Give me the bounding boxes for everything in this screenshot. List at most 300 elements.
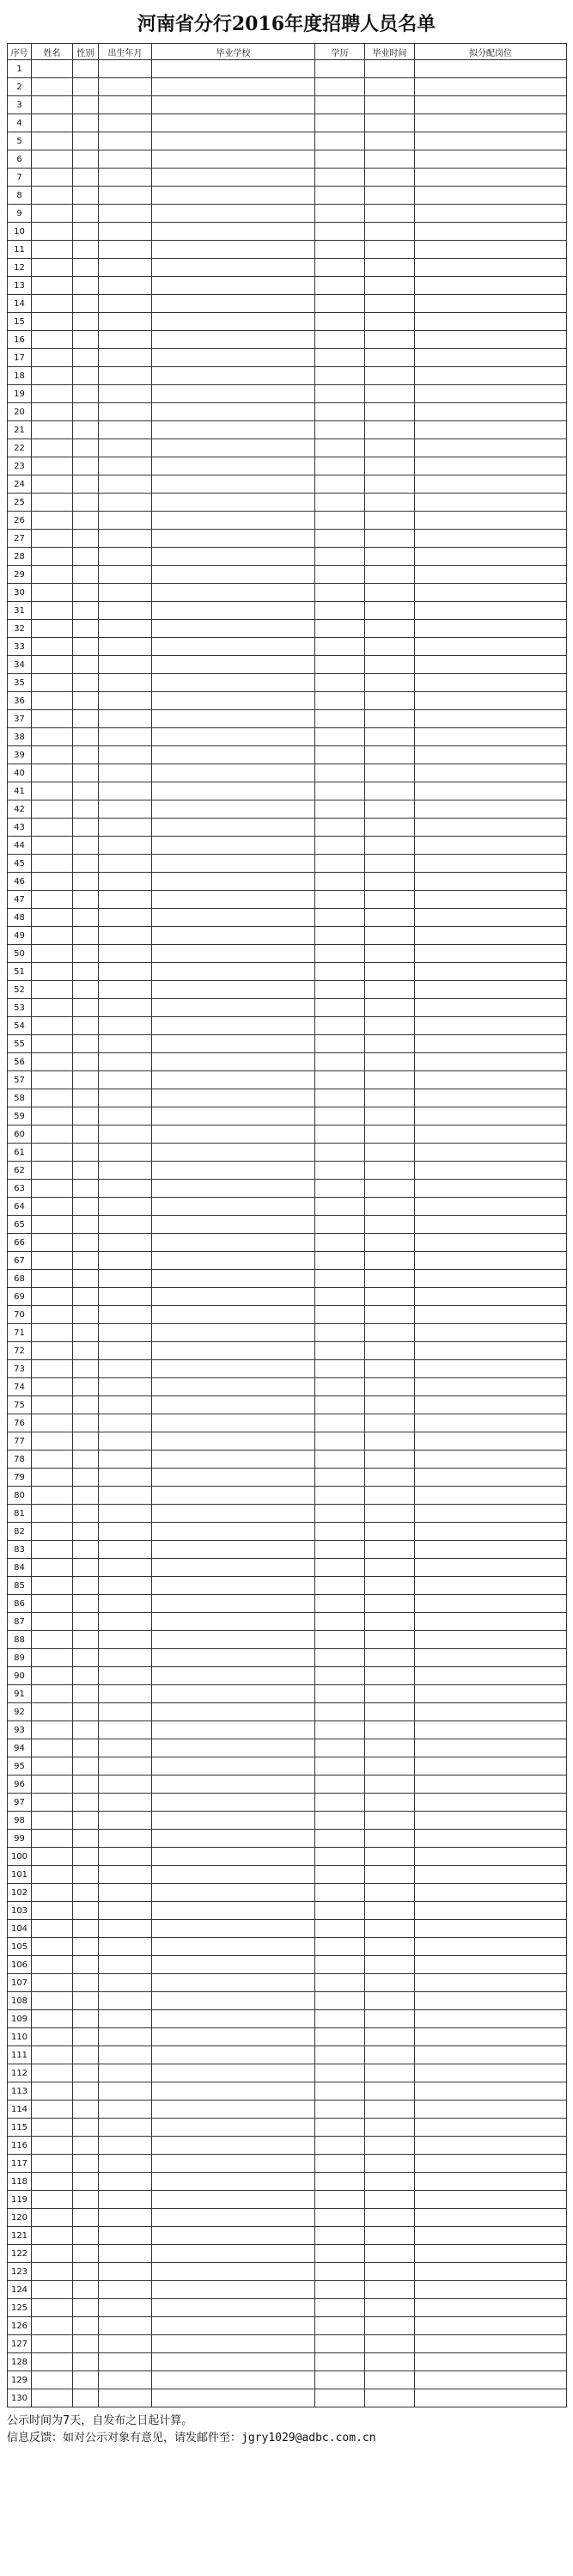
cell-birth (99, 1757, 152, 1776)
table-row (8, 566, 567, 584)
cell-birth (99, 1234, 152, 1252)
cell-post (415, 2082, 567, 2101)
cell-seq: 97 (8, 1794, 32, 1812)
cell-grad (365, 855, 415, 873)
table-row (8, 132, 567, 150)
cell-degree (315, 1234, 365, 1252)
cell-name (32, 1830, 73, 1848)
cell-name (32, 1469, 73, 1487)
cell-post (415, 1866, 567, 1884)
table-row (8, 1794, 567, 1812)
cell-gender (73, 349, 99, 367)
cell-school (152, 2046, 315, 2064)
cell-seq: 93 (8, 1721, 32, 1739)
cell-post (415, 313, 567, 331)
cell-post (415, 692, 567, 710)
cell-post (415, 1794, 567, 1812)
cell-degree (315, 782, 365, 800)
cell-gender (73, 981, 99, 999)
cell-post (415, 475, 567, 494)
cell-name (32, 1667, 73, 1685)
cell-seq: 88 (8, 1631, 32, 1649)
cell-seq: 58 (8, 1089, 32, 1107)
cell-post (415, 259, 567, 277)
cell-post (415, 2101, 567, 2119)
cell-seq: 121 (8, 2227, 32, 2245)
table-row (8, 602, 567, 620)
cell-degree (315, 728, 365, 746)
cell-degree (315, 1541, 365, 1559)
table-row (8, 494, 567, 512)
table-row (8, 620, 567, 638)
cell-gender (73, 2299, 99, 2317)
cell-seq: 74 (8, 1378, 32, 1396)
cell-grad (365, 800, 415, 819)
cell-name (32, 2389, 73, 2407)
table-row (8, 1631, 567, 1649)
cell-grad (365, 475, 415, 494)
cell-name (32, 620, 73, 638)
cell-school (152, 1523, 315, 1541)
cell-seq: 7 (8, 169, 32, 187)
cell-school (152, 1703, 315, 1721)
cell-degree (315, 999, 365, 1017)
table-row (8, 909, 567, 927)
cell-seq: 44 (8, 837, 32, 855)
cell-grad (365, 494, 415, 512)
cell-degree (315, 1920, 365, 1938)
cell-gender (73, 1685, 99, 1703)
cell-post (415, 710, 567, 728)
table-row (8, 2245, 567, 2263)
table-row (8, 2389, 567, 2407)
cell-name (32, 259, 73, 277)
cell-seq: 79 (8, 1469, 32, 1487)
cell-grad (365, 2371, 415, 2389)
table-row (8, 819, 567, 837)
cell-grad (365, 1035, 415, 1053)
cell-school (152, 349, 315, 367)
cell-grad (365, 2227, 415, 2245)
cell-degree (315, 656, 365, 674)
cell-gender (73, 1848, 99, 1866)
cell-grad (365, 1649, 415, 1667)
cell-birth (99, 764, 152, 782)
cell-post (415, 1144, 567, 1162)
cell-grad (365, 728, 415, 746)
cell-birth (99, 710, 152, 728)
cell-post (415, 800, 567, 819)
cell-grad (365, 746, 415, 764)
cell-name (32, 457, 73, 475)
cell-grad (365, 1324, 415, 1342)
cell-degree (315, 927, 365, 945)
cell-degree (315, 764, 365, 782)
cell-post (415, 1071, 567, 1089)
cell-grad (365, 1288, 415, 1306)
cell-name (32, 2227, 73, 2245)
cell-school (152, 187, 315, 205)
cell-degree (315, 1144, 365, 1162)
cell-school (152, 584, 315, 602)
cell-post (415, 2389, 567, 2407)
cell-seq: 59 (8, 1107, 32, 1125)
cell-name (32, 1378, 73, 1396)
cell-school (152, 313, 315, 331)
cell-degree (315, 2281, 365, 2299)
cell-birth (99, 746, 152, 764)
table-row (8, 1198, 567, 1216)
table-row (8, 1902, 567, 1920)
table-row (8, 2263, 567, 2281)
cell-post (415, 2028, 567, 2046)
cell-degree (315, 2227, 365, 2245)
cell-post (415, 963, 567, 981)
cell-grad (365, 1342, 415, 1360)
cell-seq: 42 (8, 800, 32, 819)
cell-name (32, 1306, 73, 1324)
cell-birth (99, 2209, 152, 2227)
cell-birth (99, 1992, 152, 2010)
cell-post (415, 1324, 567, 1342)
cell-school (152, 367, 315, 385)
cell-degree (315, 1956, 365, 1974)
cell-grad (365, 421, 415, 439)
header-birth: 出生年月 (99, 44, 152, 60)
table-row (8, 1884, 567, 1902)
cell-seq: 69 (8, 1288, 32, 1306)
cell-school (152, 2119, 315, 2137)
cell-post (415, 1559, 567, 1577)
cell-grad (365, 241, 415, 259)
cell-seq: 53 (8, 999, 32, 1017)
cell-gender (73, 728, 99, 746)
cell-post (415, 1703, 567, 1721)
cell-name (32, 2245, 73, 2263)
cell-birth (99, 205, 152, 223)
table-row (8, 2101, 567, 2119)
cell-degree (315, 2263, 365, 2281)
cell-post (415, 367, 567, 385)
cell-name (32, 2317, 73, 2335)
cell-gender (73, 1956, 99, 1974)
cell-degree (315, 2101, 365, 2119)
cell-seq: 120 (8, 2209, 32, 2227)
cell-birth (99, 295, 152, 313)
cell-seq: 104 (8, 1920, 32, 1938)
cell-post (415, 566, 567, 584)
cell-post (415, 1920, 567, 1938)
cell-seq: 62 (8, 1162, 32, 1180)
cell-gender (73, 1830, 99, 1848)
cell-degree (315, 2371, 365, 2389)
cell-school (152, 2209, 315, 2227)
cell-gender (73, 1667, 99, 1685)
cell-name (32, 2263, 73, 2281)
cell-school (152, 1884, 315, 1902)
cell-post (415, 999, 567, 1017)
cell-seq: 61 (8, 1144, 32, 1162)
cell-post (415, 873, 567, 891)
cell-seq: 18 (8, 367, 32, 385)
cell-gender (73, 1595, 99, 1613)
cell-name (32, 1812, 73, 1830)
cell-school (152, 945, 315, 963)
cell-seq: 130 (8, 2389, 32, 2407)
table-row (8, 1757, 567, 1776)
cell-gender (73, 566, 99, 584)
cell-grad (365, 927, 415, 945)
cell-grad (365, 1180, 415, 1198)
cell-post (415, 927, 567, 945)
cell-gender (73, 1523, 99, 1541)
cell-grad (365, 1414, 415, 1432)
cell-gender (73, 2209, 99, 2227)
cell-degree (315, 909, 365, 927)
cell-degree (315, 2137, 365, 2155)
cell-gender (73, 548, 99, 566)
cell-birth (99, 1902, 152, 1920)
cell-degree (315, 1487, 365, 1505)
cell-name (32, 403, 73, 421)
cell-school (152, 259, 315, 277)
cell-gender (73, 1794, 99, 1812)
cell-gender (73, 2335, 99, 2353)
cell-post (415, 620, 567, 638)
cell-seq: 87 (8, 1613, 32, 1631)
cell-grad (365, 1432, 415, 1451)
cell-post (415, 1180, 567, 1198)
cell-gender (73, 331, 99, 349)
cell-grad (365, 1884, 415, 1902)
cell-gender (73, 1162, 99, 1180)
cell-degree (315, 241, 365, 259)
cell-post (415, 2173, 567, 2191)
cell-gender (73, 674, 99, 692)
cell-name (32, 927, 73, 945)
cell-gender (73, 1776, 99, 1794)
cell-seq: 83 (8, 1541, 32, 1559)
cell-grad (365, 1631, 415, 1649)
cell-gender (73, 1053, 99, 1071)
cell-grad (365, 548, 415, 566)
cell-birth (99, 1649, 152, 1667)
cell-post (415, 2353, 567, 2371)
cell-post (415, 1089, 567, 1107)
cell-school (152, 2082, 315, 2101)
cell-birth (99, 114, 152, 132)
cell-grad (365, 331, 415, 349)
cell-degree (315, 1902, 365, 1920)
cell-name (32, 385, 73, 403)
cell-grad (365, 2263, 415, 2281)
cell-school (152, 1180, 315, 1198)
cell-gender (73, 295, 99, 313)
cell-gender (73, 746, 99, 764)
cell-name (32, 981, 73, 999)
cell-degree (315, 819, 365, 837)
cell-birth (99, 1469, 152, 1487)
cell-post (415, 512, 567, 530)
cell-gender (73, 1414, 99, 1432)
cell-school (152, 2371, 315, 2389)
cell-grad (365, 2082, 415, 2101)
cell-seq: 32 (8, 620, 32, 638)
table-row (8, 114, 567, 132)
cell-degree (315, 602, 365, 620)
cell-grad (365, 1757, 415, 1776)
cell-seq: 6 (8, 150, 32, 169)
cell-name (32, 1107, 73, 1125)
cell-post (415, 1378, 567, 1396)
cell-name (32, 1613, 73, 1631)
table-row (8, 1252, 567, 1270)
cell-grad (365, 1938, 415, 1956)
cell-birth (99, 1848, 152, 1866)
cell-grad (365, 385, 415, 403)
cell-birth (99, 1776, 152, 1794)
cell-degree (315, 132, 365, 150)
table-row (8, 855, 567, 873)
cell-post (415, 2046, 567, 2064)
cell-degree (315, 1974, 365, 1992)
cell-grad (365, 2191, 415, 2209)
cell-seq: 124 (8, 2281, 32, 2299)
cell-seq: 91 (8, 1685, 32, 1703)
table-row (8, 1089, 567, 1107)
table-row (8, 837, 567, 855)
cell-seq: 5 (8, 132, 32, 150)
cell-school (152, 1794, 315, 1812)
cell-gender (73, 96, 99, 114)
cell-name (32, 2281, 73, 2299)
cell-seq: 20 (8, 403, 32, 421)
table-row (8, 2335, 567, 2353)
cell-degree (315, 2389, 365, 2407)
cell-name (32, 313, 73, 331)
cell-name (32, 1884, 73, 1902)
cell-school (152, 421, 315, 439)
cell-birth (99, 2010, 152, 2028)
cell-name (32, 2299, 73, 2317)
cell-birth (99, 656, 152, 674)
cell-birth (99, 1162, 152, 1180)
cell-degree (315, 2353, 365, 2371)
cell-birth (99, 439, 152, 457)
cell-gender (73, 277, 99, 295)
cell-grad (365, 2209, 415, 2227)
cell-post (415, 2317, 567, 2335)
cell-school (152, 241, 315, 259)
cell-seq: 113 (8, 2082, 32, 2101)
cell-degree (315, 2335, 365, 2353)
cell-school (152, 819, 315, 837)
table-row (8, 403, 567, 421)
cell-grad (365, 963, 415, 981)
cell-seq: 114 (8, 2101, 32, 2119)
header-degree: 学历 (315, 44, 365, 60)
cell-grad (365, 1577, 415, 1595)
cell-name (32, 602, 73, 620)
cell-school (152, 1306, 315, 1324)
cell-gender (73, 223, 99, 241)
table-row (8, 1992, 567, 2010)
cell-name (32, 475, 73, 494)
table-row (8, 728, 567, 746)
cell-seq: 111 (8, 2046, 32, 2064)
table-row (8, 1451, 567, 1469)
cell-seq: 67 (8, 1252, 32, 1270)
cell-birth (99, 1830, 152, 1848)
table-row (8, 205, 567, 223)
cell-birth (99, 1252, 152, 1270)
cell-post (415, 945, 567, 963)
cell-gender (73, 782, 99, 800)
cell-school (152, 2137, 315, 2155)
cell-grad (365, 512, 415, 530)
table-row (8, 223, 567, 241)
cell-degree (315, 1288, 365, 1306)
cell-post (415, 764, 567, 782)
cell-name (32, 241, 73, 259)
cell-school (152, 2245, 315, 2263)
cell-birth (99, 674, 152, 692)
cell-grad (365, 2353, 415, 2371)
cell-grad (365, 764, 415, 782)
table-row (8, 421, 567, 439)
cell-gender (73, 2191, 99, 2209)
cell-gender (73, 1360, 99, 1378)
cell-birth (99, 1035, 152, 1053)
table-row (8, 891, 567, 909)
cell-post (415, 1270, 567, 1288)
table-row (8, 1848, 567, 1866)
cell-birth (99, 2173, 152, 2191)
cell-school (152, 1198, 315, 1216)
cell-degree (315, 945, 365, 963)
cell-birth (99, 2245, 152, 2263)
roster-table (7, 43, 567, 2407)
cell-gender (73, 385, 99, 403)
cell-birth (99, 1541, 152, 1559)
cell-seq: 115 (8, 2119, 32, 2137)
table-row (8, 367, 567, 385)
cell-post (415, 602, 567, 620)
cell-gender (73, 1721, 99, 1739)
cell-degree (315, 96, 365, 114)
cell-grad (365, 1776, 415, 1794)
cell-school (152, 2353, 315, 2371)
cell-seq: 72 (8, 1342, 32, 1360)
cell-school (152, 1216, 315, 1234)
cell-birth (99, 2299, 152, 2317)
cell-seq: 112 (8, 2064, 32, 2082)
cell-degree (315, 439, 365, 457)
cell-grad (365, 1234, 415, 1252)
table-row (8, 1324, 567, 1342)
table-row (8, 1432, 567, 1451)
cell-seq: 85 (8, 1577, 32, 1595)
cell-post (415, 1017, 567, 1035)
table-row (8, 1288, 567, 1306)
cell-birth (99, 1432, 152, 1451)
cell-name (32, 1956, 73, 1974)
cell-degree (315, 566, 365, 584)
cell-seq: 16 (8, 331, 32, 349)
cell-post (415, 421, 567, 439)
table-row (8, 1830, 567, 1848)
cell-birth (99, 873, 152, 891)
